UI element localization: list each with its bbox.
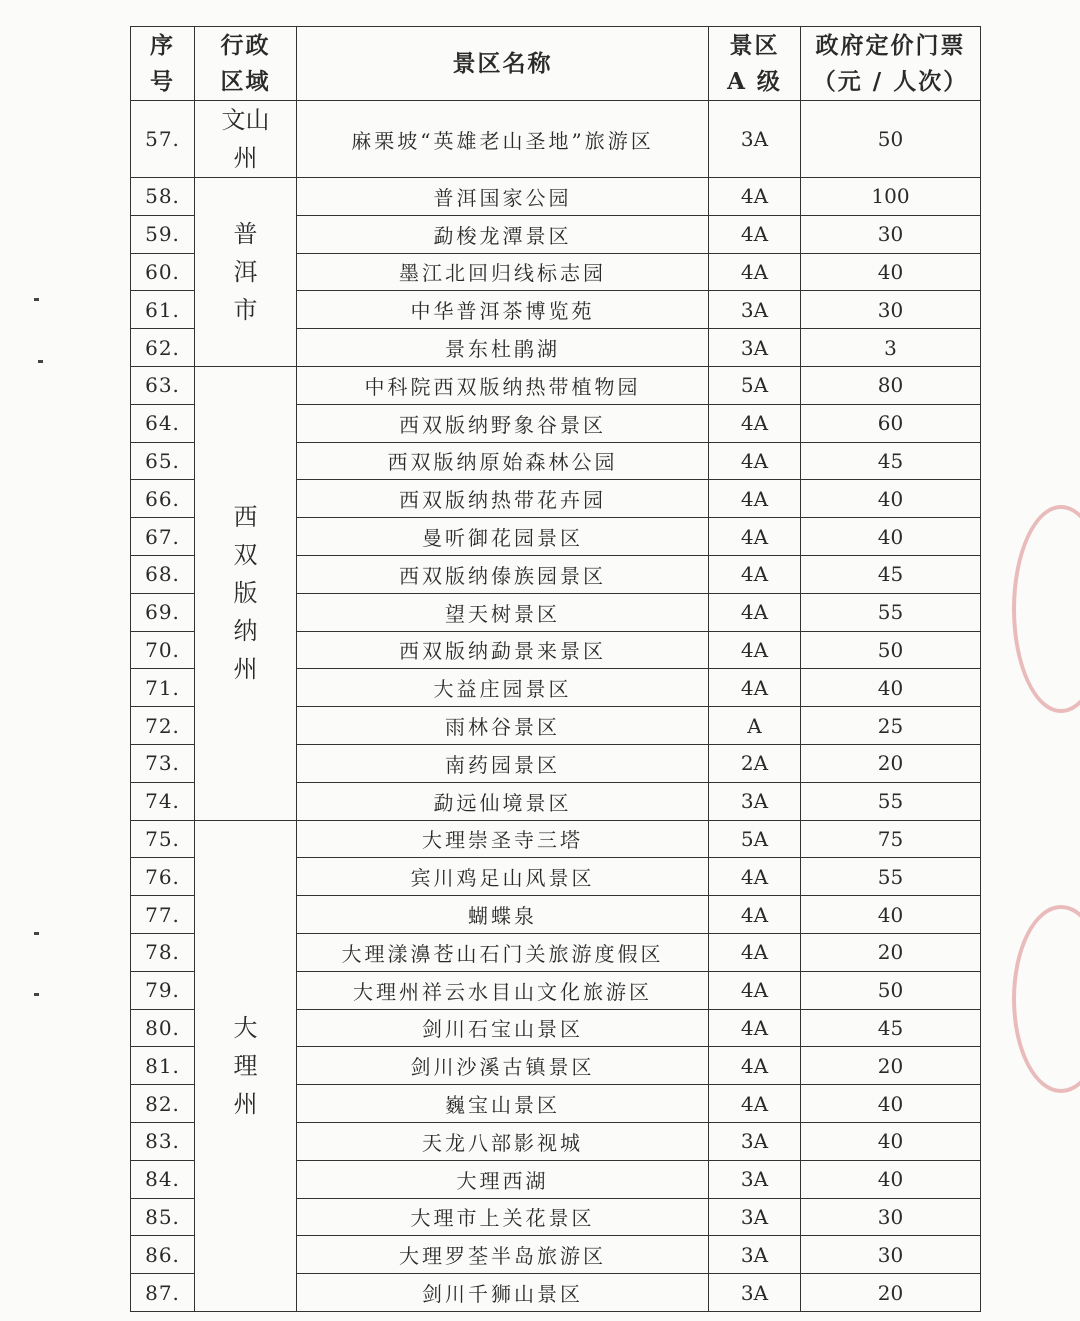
row-index: 84. (131, 1160, 195, 1198)
ticket-price: 60 (801, 404, 981, 442)
scan-mark (34, 298, 39, 301)
ticket-price: 45 (801, 1009, 981, 1047)
a-grade: 2A (709, 744, 801, 782)
header-index: 序 号 (131, 27, 195, 101)
region-label: 州 (233, 144, 258, 172)
scan-mark (34, 993, 39, 996)
ticket-price: 50 (801, 971, 981, 1009)
row-index: 77. (131, 896, 195, 934)
a-grade: 4A (709, 480, 801, 518)
a-grade: 3A (709, 101, 801, 178)
a-grade: 4A (709, 253, 801, 291)
region-label: 理 (233, 1051, 258, 1080)
row-index: 85. (131, 1198, 195, 1236)
row-index: 67. (131, 518, 195, 556)
ticket-price: 50 (801, 631, 981, 669)
a-grade: 5A (709, 820, 801, 858)
scenic-name: 南药园景区 (297, 744, 709, 782)
row-index: 68. (131, 555, 195, 593)
scenic-name: 景东杜鹃湖 (297, 329, 709, 367)
a-grade: 4A (709, 178, 801, 216)
scenic-name: 大益庄园景区 (297, 669, 709, 707)
region-label: 文山 (221, 106, 270, 134)
region-cell-wenshan (195, 101, 297, 178)
ticket-price: 40 (801, 896, 981, 934)
red-seal-stamp (1012, 505, 1080, 713)
row-index: 63. (131, 366, 195, 404)
row-index: 57. (131, 101, 195, 178)
ticket-price: 100 (801, 178, 981, 216)
ticket-price: 50 (801, 101, 981, 178)
row-index: 58. (131, 178, 195, 216)
table-row (131, 366, 981, 404)
row-index: 71. (131, 669, 195, 707)
scenic-name: 大理市上关花景区 (297, 1198, 709, 1236)
region-label: 州 (233, 655, 258, 684)
scenic-name: 西双版纳勐景来景区 (297, 631, 709, 669)
row-index: 74. (131, 782, 195, 820)
a-grade: 3A (709, 291, 801, 329)
a-grade: 3A (709, 1160, 801, 1198)
a-grade: 3A (709, 1236, 801, 1274)
a-grade: 3A (709, 329, 801, 367)
a-grade: 5A (709, 366, 801, 404)
scenic-name: 蝴蝶泉 (297, 896, 709, 934)
region-label: 州 (233, 1089, 258, 1118)
ticket-price: 40 (801, 480, 981, 518)
ticket-price: 75 (801, 820, 981, 858)
ticket-price: 55 (801, 858, 981, 896)
row-index: 78. (131, 933, 195, 971)
region-cell-dali (195, 820, 297, 1311)
ticket-price: 40 (801, 518, 981, 556)
scenic-name: 麻栗坡“英雄老山圣地”旅游区 (297, 101, 709, 178)
header-price: 政府定价门票 （元 / 人次） (801, 27, 981, 101)
scenic-name: 大理漾濞苍山石门关旅游度假区 (297, 933, 709, 971)
scenic-name: 望天树景区 (297, 593, 709, 631)
a-grade: 4A (709, 1009, 801, 1047)
region-label: 普 (233, 219, 258, 248)
header-region: 行政 区域 (195, 27, 297, 101)
scan-mark (38, 360, 43, 363)
row-index: 70. (131, 631, 195, 669)
table-row (131, 820, 981, 858)
scenic-name: 剑川千狮山景区 (297, 1274, 709, 1312)
scenic-name: 中华普洱茶博览苑 (297, 291, 709, 329)
scenic-name: 宾川鸡足山风景区 (297, 858, 709, 896)
ticket-price: 30 (801, 1198, 981, 1236)
row-index: 83. (131, 1122, 195, 1160)
scenic-name: 西双版纳野象谷景区 (297, 404, 709, 442)
row-index: 60. (131, 253, 195, 291)
ticket-price: 20 (801, 744, 981, 782)
scenic-name: 西双版纳傣族园景区 (297, 555, 709, 593)
ticket-price: 30 (801, 215, 981, 253)
ticket-price: 30 (801, 1236, 981, 1274)
row-index: 80. (131, 1009, 195, 1047)
ticket-price: 25 (801, 707, 981, 745)
a-grade: A (709, 707, 801, 745)
region-cell-xishuangbanna (195, 366, 297, 820)
ticket-price: 20 (801, 933, 981, 971)
ticket-price: 40 (801, 1160, 981, 1198)
scenic-name: 雨林谷景区 (297, 707, 709, 745)
region-label: 纳 (233, 617, 258, 646)
table-row (131, 178, 981, 216)
a-grade: 4A (709, 896, 801, 934)
scan-mark (34, 932, 39, 935)
a-grade: 3A (709, 1198, 801, 1236)
a-grade: 4A (709, 555, 801, 593)
ticket-price: 45 (801, 442, 981, 480)
region-label: 大 (233, 1013, 258, 1042)
ticket-price: 40 (801, 1122, 981, 1160)
ticket-price: 20 (801, 1047, 981, 1085)
red-seal-stamp (1012, 905, 1080, 1093)
row-index: 65. (131, 442, 195, 480)
region-label: 双 (233, 541, 258, 570)
region-label: 西 (233, 503, 258, 532)
a-grade: 3A (709, 782, 801, 820)
row-index: 87. (131, 1274, 195, 1312)
row-index: 79. (131, 971, 195, 1009)
row-index: 76. (131, 858, 195, 896)
header-scenic-name: 景区名称 (297, 27, 709, 101)
row-index: 75. (131, 820, 195, 858)
scenic-name: 西双版纳热带花卉园 (297, 480, 709, 518)
ticket-price: 55 (801, 782, 981, 820)
region-label: 版 (233, 579, 258, 608)
ticket-price: 55 (801, 593, 981, 631)
a-grade: 4A (709, 669, 801, 707)
scenic-name: 勐远仙境景区 (297, 782, 709, 820)
scenic-name: 西双版纳原始森林公园 (297, 442, 709, 480)
scenic-name: 巍宝山景区 (297, 1085, 709, 1123)
ticket-price: 40 (801, 253, 981, 291)
a-grade: 3A (709, 1274, 801, 1312)
ticket-price: 80 (801, 366, 981, 404)
ticket-price: 45 (801, 555, 981, 593)
region-label: 市 (233, 295, 258, 324)
scenic-name: 大理崇圣寺三塔 (297, 820, 709, 858)
a-grade: 4A (709, 593, 801, 631)
scenic-name: 曼听御花园景区 (297, 518, 709, 556)
a-grade: 4A (709, 404, 801, 442)
row-index: 64. (131, 404, 195, 442)
a-grade: 4A (709, 442, 801, 480)
a-grade: 4A (709, 631, 801, 669)
ticket-price: 40 (801, 1085, 981, 1123)
row-index: 66. (131, 480, 195, 518)
ticket-price: 30 (801, 291, 981, 329)
header-grade: 景区 A 级 (709, 27, 801, 101)
scenic-name: 普洱国家公园 (297, 178, 709, 216)
scenic-name: 剑川石宝山景区 (297, 1009, 709, 1047)
ticket-price-table (130, 26, 981, 1312)
row-index: 62. (131, 329, 195, 367)
scenic-name: 剑川沙溪古镇景区 (297, 1047, 709, 1085)
row-index: 86. (131, 1236, 195, 1274)
a-grade: 4A (709, 858, 801, 896)
a-grade: 4A (709, 215, 801, 253)
region-cell-puer (195, 178, 297, 367)
table-row (131, 101, 981, 178)
a-grade: 4A (709, 1085, 801, 1123)
row-index: 82. (131, 1085, 195, 1123)
row-index: 72. (131, 707, 195, 745)
row-index: 61. (131, 291, 195, 329)
row-index: 73. (131, 744, 195, 782)
a-grade: 4A (709, 933, 801, 971)
scenic-name: 大理州祥云水目山文化旅游区 (297, 971, 709, 1009)
scenic-name: 大理罗荃半岛旅游区 (297, 1236, 709, 1274)
region-label: 洱 (233, 257, 258, 286)
ticket-price: 40 (801, 669, 981, 707)
scenic-name: 中科院西双版纳热带植物园 (297, 366, 709, 404)
row-index: 69. (131, 593, 195, 631)
row-index: 81. (131, 1047, 195, 1085)
scenic-name: 天龙八部影视城 (297, 1122, 709, 1160)
scenic-name: 大理西湖 (297, 1160, 709, 1198)
a-grade: 4A (709, 971, 801, 1009)
scenic-name: 墨江北回归线标志园 (297, 253, 709, 291)
a-grade: 4A (709, 518, 801, 556)
table-header-row (131, 27, 981, 101)
ticket-price: 20 (801, 1274, 981, 1312)
scenic-name: 勐梭龙潭景区 (297, 215, 709, 253)
a-grade: 3A (709, 1122, 801, 1160)
ticket-price: 3 (801, 329, 981, 367)
row-index: 59. (131, 215, 195, 253)
a-grade: 4A (709, 1047, 801, 1085)
